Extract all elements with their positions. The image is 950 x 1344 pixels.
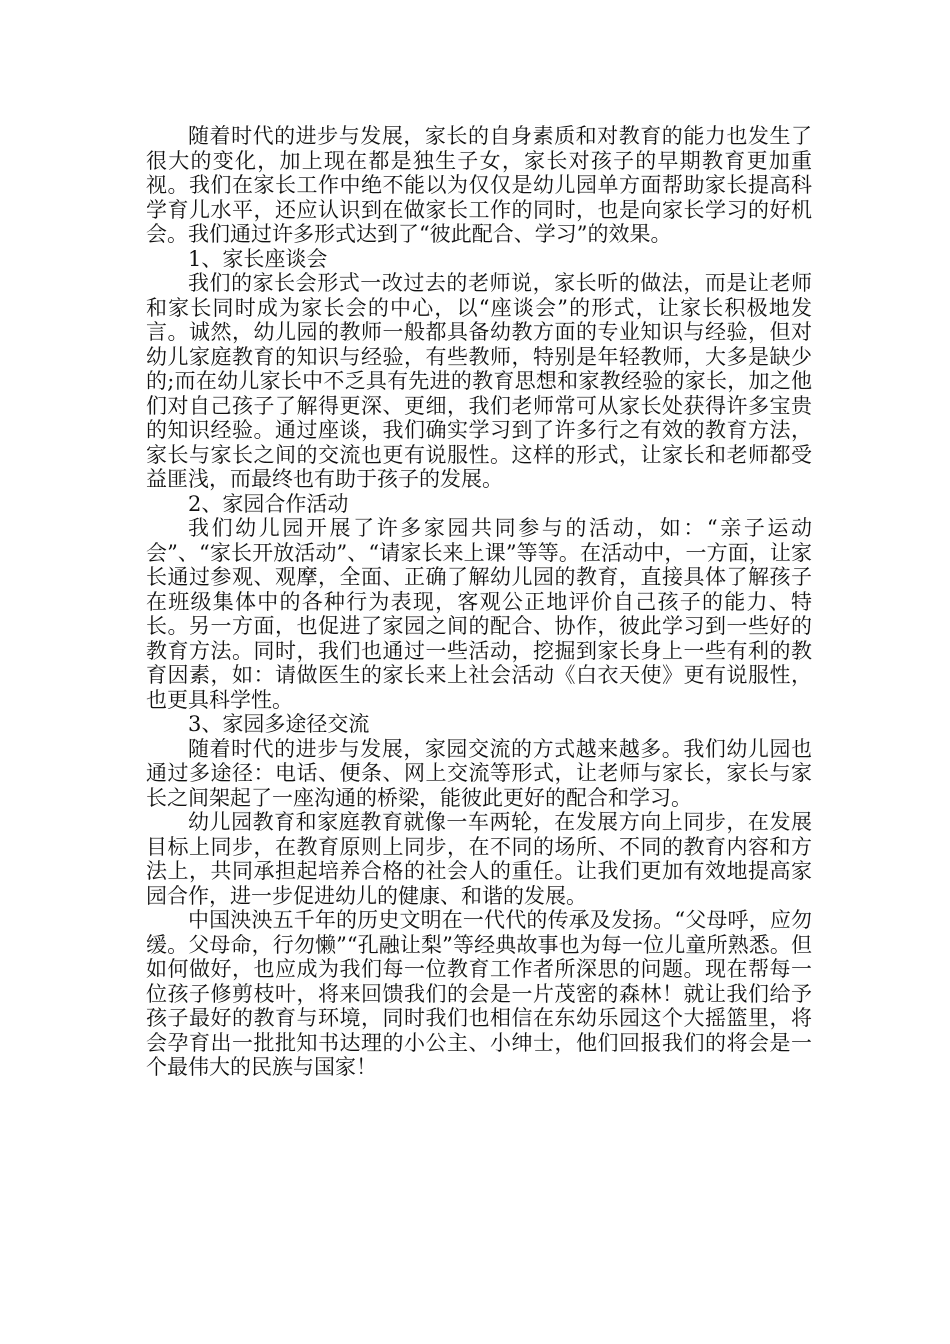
conclusion-paragraph: 中国泱泱五千年的历史文明在一代代的传承及发扬。“父母呼，应勿缓。父母命，行勿懒”“孔融让梨”等经典故事也为每一位儿童所熟悉。但如何做好，也应成为我们每一位教育工作者所深思的问题。现在帮每一位孩子修剪枝叶，将来回馈我们的会是一片茂密的森林！就让我们给予孩子最好的教育与环境，同时我们也相信在东幼乐园这个大摇篮里，将会孕育出一批批知书达理的小公主、小绅士，他们回报我们的将会是一个最伟大的民族与国家！ — [146, 908, 812, 1079]
section-heading-multi-channel-communication: 3、家园多途径交流 — [188, 712, 370, 736]
section-heading-cooperation-activities: 2、家园合作活动 — [188, 491, 349, 516]
parent-meeting-paragraph: 我们的家长会形式一改过去的老师说，家长听的做法，而是让老师和家长同时成为家长会的中心，以“座谈会”的形式，让家长积极地发言。诚然，幼儿园的教师一般都具备幼教方面的专业知识与经验，但对幼儿家庭教育的知识与经验，有些教师，特别是年轻教师，大多是缺少的;而在幼儿家长中不乏具有先进的教育思想和家教经验的家长，加之他们对自己孩子了解得更深、更细，我们老师常可从家长处获得许多宝贵的知识经验。通过座谈，我们确实学习到了许多行之有效的教育方法，家长与家长之间的交流也更有说服性。这样的形式，让家长和老师都受益匪浅，而最终也有助于孩子的发展。 — [146, 271, 812, 491]
two-wheels-paragraph: 幼儿园教育和家庭教育就像一车两轮，在发展方向上同步，在发展目标上同步，在教育原则上同步，在不同的场所、不同的教育内容和方法上，共同承担起培养合格的社会人的重任。让我们更加有效地提高家园合作，进一步促进幼儿的健康、和谐的发展。 — [146, 810, 812, 908]
document-body — [146, 124, 812, 1080]
section-heading-parent-meeting: 1、家长座谈会 — [188, 246, 328, 271]
intro-paragraph: 随着时代的进步与发展，家长的自身素质和对教育的能力也发生了很大的变化，加上现在都是独生子女，家长对孩子的早期教育更加重视。我们在家长工作中绝不能以为仅仅是幼儿园单方面帮助家长提高科学育儿水平，还应认识到在做家长工作的同时，也是向家长学习的好机会。我们通过许多形式达到了“彼此配合、学习”的效果。 — [146, 124, 812, 246]
communication-paragraph: 随着时代的进步与发展，家园交流的方式越来越多。我们幼儿园也通过多途径：电话、便条、网上交流等形式，让老师与家长，家长与家长之间架起了一座沟通的桥梁，能彼此更好的配合和学习。 — [146, 736, 812, 810]
cooperation-activities-paragraph: 我们幼儿园开展了许多家园共同参与的活动，如：“亲子运动会”、“家长开放活动”、“请家长来上课”等等。在活动中，一方面，让家长通过参观、观摩，全面、正确了解幼儿园的教育，直接具体了解孩子在班级集体中的各种行为表现，客观公正地评价自己孩子的能力、特长。另一方面，也促进了家园之间的配合、协作，彼此学习到一些好的教育方法。同时，我们也通过一些活动，挖掘到家长身上一些有利的教育因素，如：请做医生的家长来上社会活动《白衣天使》更有说服性，也更具科学性。 — [146, 516, 812, 712]
